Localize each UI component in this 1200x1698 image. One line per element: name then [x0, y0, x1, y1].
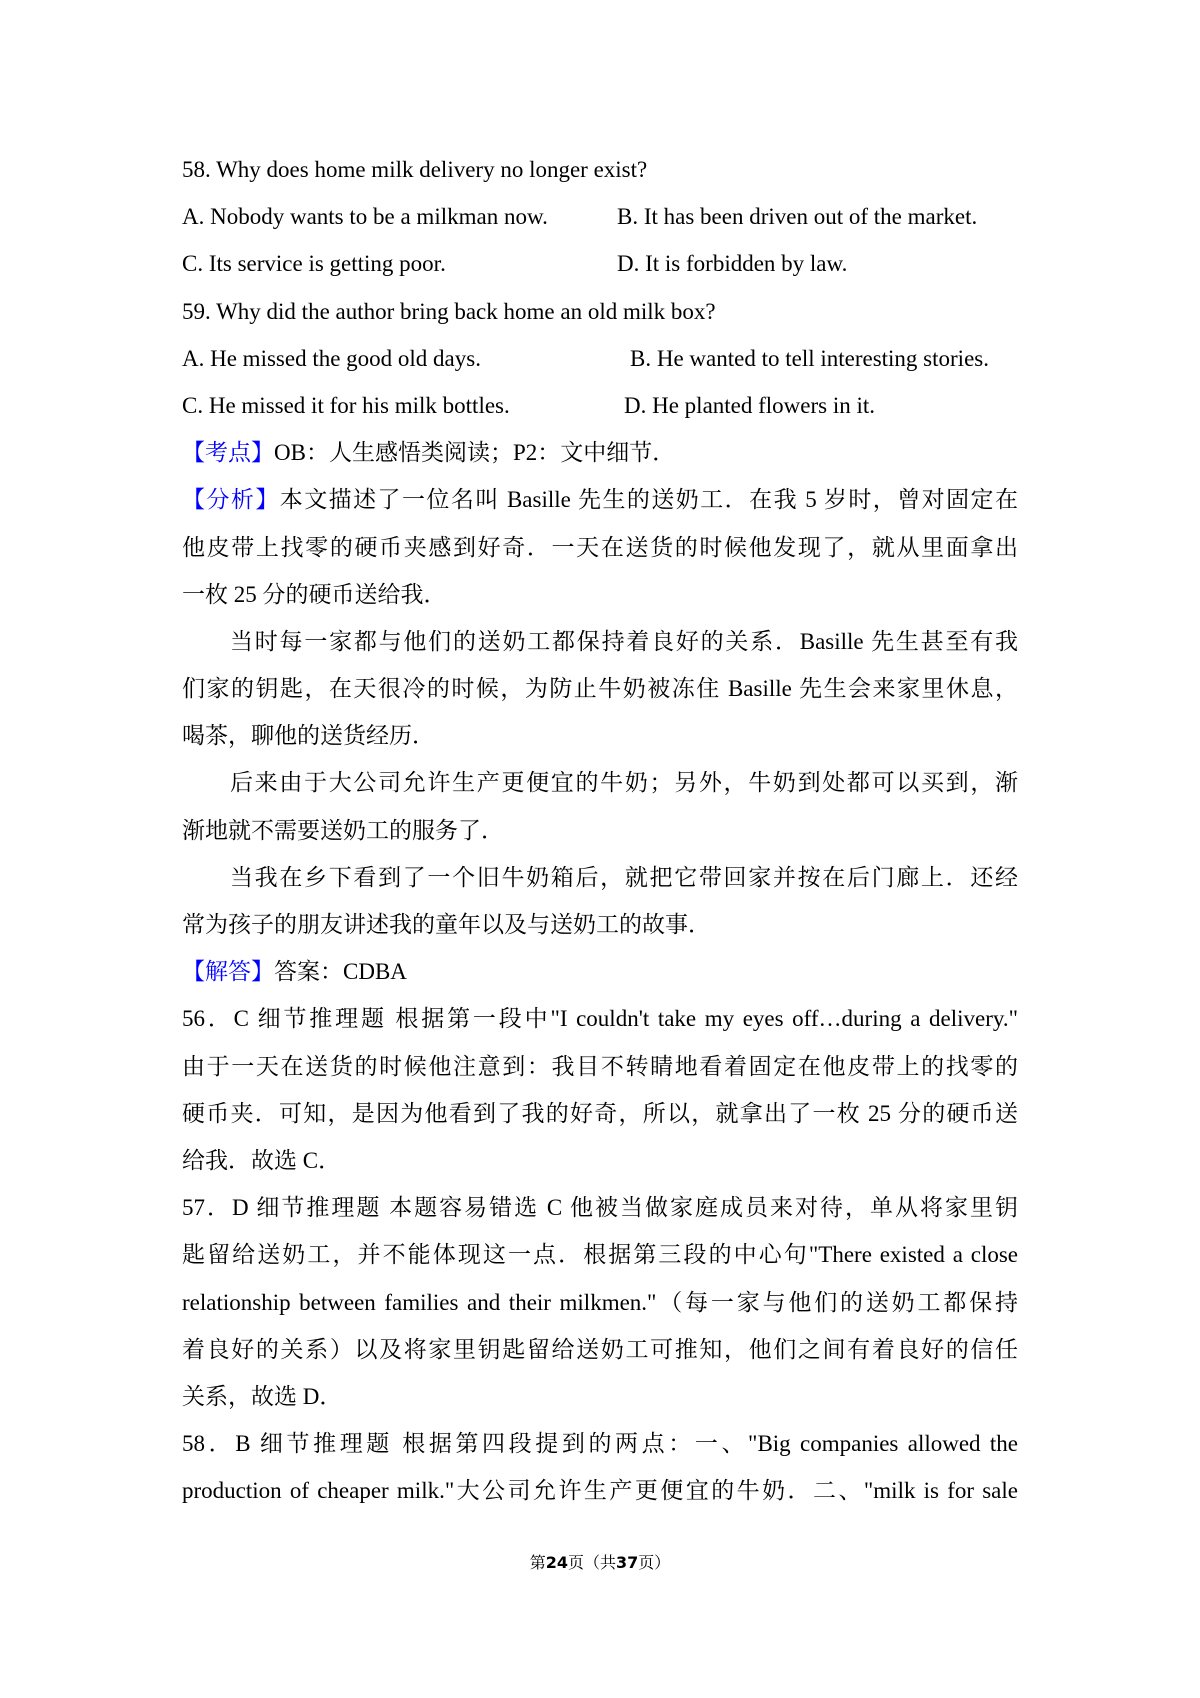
analysis-line: 当我在乡下看到了一个旧牛奶箱后，就把它带回家并按在后门廊上．还经	[230, 864, 1018, 890]
question-58-option-c: C. Its service is getting poor.	[182, 251, 446, 277]
explanation-57-line: relationship between families and their milkmen."（每一家与他们的送奶工都保持	[182, 1289, 1018, 1315]
question-58-options-row-1	[182, 193, 1018, 240]
answer-label: 【解答】	[182, 959, 274, 985]
explanation-57-line: 关系，故选 D．	[182, 1383, 343, 1409]
question-58-option-b: B. It has been driven out of the market.	[617, 204, 978, 230]
question-58-options-row-2	[182, 240, 1018, 287]
analysis-line: 喝茶，聊他的送货经历．	[182, 723, 435, 749]
explanation-58-line: production of cheaper milk."大公司允许生产更便宜的牛奶．二、"milk is for sale	[182, 1478, 1018, 1504]
question-58-option-d: D. It is forbidden by law.	[617, 251, 848, 277]
page-footer	[0, 1550, 1200, 1576]
analysis-line: 渐地就不需要送奶工的服务了．	[182, 817, 504, 843]
analysis-line: 当时每一家都与他们的送奶工都保持着良好的关系．Basille 先生甚至有我	[230, 628, 1018, 654]
analysis-label: 【分析】	[182, 487, 280, 513]
footer-page-number: 24	[545, 1553, 568, 1572]
explanation-57-line: 匙留给送奶工，并不能体现这一点．根据第三段的中心句"There existed a close	[182, 1242, 1018, 1268]
footer-total-pages: 37	[616, 1553, 639, 1572]
explanation-58-line: 58．B 细节推理题 根据第四段提到的两点：一、"Big companies allowed the	[182, 1431, 1018, 1457]
analysis-line	[182, 476, 1018, 523]
answer-text: 答案：CDBA	[274, 959, 407, 985]
analysis-line: 后来由于大公司允许生产更便宜的牛奶；另外，牛奶到处都可以买到，渐	[230, 770, 1018, 796]
question-59-option-c: C. He missed it for his milk bottles.	[182, 392, 510, 418]
kaodian-text: OB：人生感悟类阅读；P2：文中细节．	[274, 440, 676, 466]
kaodian-label: 【考点】	[182, 440, 274, 466]
footer-suffix: 页）	[638, 1553, 671, 1572]
question-59-stem: 59. Why did the author bring back home an old milk box?	[182, 298, 716, 324]
document-body	[182, 146, 1018, 1514]
explanation-56-line: 硬币夹．可知，是因为他看到了我的好奇，所以，就拿出了一枚 25 分的硬币送	[182, 1100, 1018, 1126]
kaodian-line	[182, 429, 1018, 476]
answer-line	[182, 948, 1018, 995]
explanation-56-line: 给我．故选 C．	[182, 1147, 342, 1173]
footer-middle: 页（共	[567, 1553, 616, 1572]
question-58-option-a: A. Nobody wants to be a milkman now.	[182, 204, 548, 230]
analysis-line: 常为孩子的朋友讲述我的童年以及与送奶工的故事．	[182, 912, 711, 937]
explanation-56-line: 56．C 细节推理题 根据第一段中"I couldn't take my eyes off…during a delivery."	[182, 1006, 1018, 1032]
analysis-line: 一枚 25 分的硬币送给我．	[182, 581, 447, 607]
analysis-text: 本文描述了一位名叫 Basille 先生的送奶工．在我 5 岁时，曾对固定在	[279, 487, 1018, 513]
explanation-56-line: 由于一天在送货的时候他注意到：我目不转睛地看着固定在他皮带上的找零的	[182, 1053, 1018, 1079]
question-59-option-b: B. He wanted to tell interesting stories.	[630, 345, 989, 371]
analysis-line: 他皮带上找零的硬币夹感到好奇．一天在送货的时候他发现了，就从里面拿出	[182, 534, 1018, 560]
analysis-line: 们家的钥匙，在天很冷的时候，为防止牛奶被冻住 Basille 先生会来家里休息，	[182, 676, 1018, 702]
question-58-stem: 58. Why does home milk delivery no longer exist?	[182, 157, 648, 182]
question-59-options-row-1	[182, 335, 1018, 382]
question-59-option-a: A. He missed the good old days.	[182, 345, 481, 371]
footer-prefix: 第	[529, 1553, 546, 1572]
question-59-option-d: D. He planted flowers in it.	[624, 392, 876, 418]
explanation-57-line: 57．D 细节推理题 本题容易错选 C 他被当做家庭成员来对待，单从将家里钥	[182, 1195, 1018, 1221]
explanation-57-line: 着良好的关系）以及将家里钥匙留给送奶工可推知，他们之间有着良好的信任	[182, 1336, 1018, 1362]
question-59-options-row-2	[182, 382, 1018, 429]
